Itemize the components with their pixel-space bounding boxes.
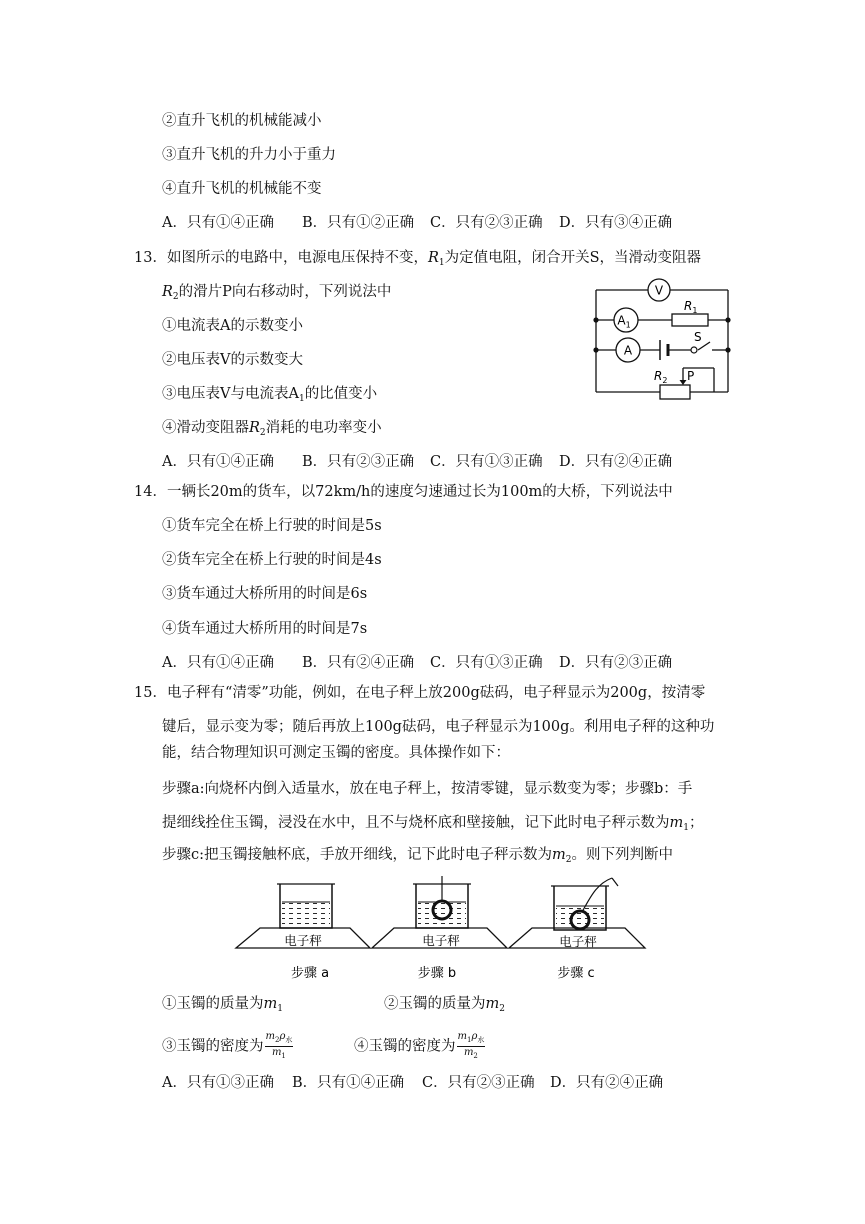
r1-resistor <box>672 314 708 326</box>
q15-statement-4: ④玉镯的密度为 $\frac{m_1\rho_水}{m_2}$ <box>354 1031 485 1060</box>
q14-statement-2: ②货车完全在桥上行驶的时间是4s <box>162 552 382 568</box>
step-a-label: 步骤 a <box>290 966 330 981</box>
q12-option-c: C．只有②③正确 <box>430 215 543 231</box>
q14-options <box>162 653 672 673</box>
density-fraction-3: $\frac{m_2\rho_水}{m_1}$ <box>265 1031 293 1060</box>
q15-scale-diagram <box>232 876 652 988</box>
r2-label: $R_2$ <box>654 369 668 385</box>
q14-option-a: A．只有①④正确 <box>162 655 274 671</box>
q12-options <box>162 213 672 233</box>
q14-stem: 14．一辆长20m的货车，以72km/h的速度匀速通过长为100m的大桥，下列说法中 <box>134 484 673 500</box>
q15-stem-line-3: 能，结合物理知识可测定玉镯的密度。具体操作如下： <box>162 745 510 761</box>
density-fraction-4: $\frac{m_1\rho_水}{m_2}$ <box>457 1031 485 1060</box>
q15-number: 15． <box>134 685 167 701</box>
q14-statement-3: ③货车通过大桥所用的时间是6s <box>162 586 368 602</box>
q15-option-a: A．只有①③正确 <box>162 1075 274 1091</box>
q15-stem-line-4: 步骤a:向烧杯内倒入适量水，放在电子秤上，按清零键，显示数变为零；步骤b：手 <box>162 781 693 797</box>
slider-p-label: P <box>687 369 695 383</box>
q13-option-b: B．只有②③正确 <box>302 454 415 470</box>
q14-option-d: D．只有②③正确 <box>559 655 673 671</box>
q13-option-d: D．只有②④正确 <box>559 454 673 470</box>
q13-stem-line-2: $R_2$的滑片P向右移动时，下列说法中 <box>162 284 392 302</box>
q14-number: 14． <box>134 484 167 500</box>
q13-number: 13． <box>134 250 167 266</box>
q15-option-c: C．只有②③正确 <box>422 1075 535 1091</box>
step-c-label: 步骤 c <box>557 966 595 981</box>
q14-statement-4: ④货车通过大桥所用的时间是7s <box>162 621 368 637</box>
q13-statement-1: ①电流表A的示数变小 <box>162 318 303 334</box>
ammeter-a-label: A <box>623 343 633 358</box>
q15-stem-line-1: 15．电子秤有“清零”功能，例如，在电子秤上放200g砝码，电子秤显示为200g，按清零 <box>134 685 706 701</box>
step-b-label: 步骤 b <box>417 966 457 981</box>
q15-options <box>162 1073 663 1093</box>
q12-statement-3: ③直升飞机的升力小于重力 <box>162 147 336 163</box>
q12-option-d: D．只有③④正确 <box>559 215 673 231</box>
q13-statement-2: ②电压表V的示数变大 <box>162 352 303 368</box>
q15-statement-3: ③玉镯的密度为 $\frac{m_2\rho_水}{m_1}$ <box>162 1031 293 1060</box>
q14-option-c: C．只有①③正确 <box>430 655 543 671</box>
voltmeter-label: V <box>654 283 664 298</box>
q14-statement-1: ①货车完全在桥上行驶的时间是5s <box>162 518 382 534</box>
q15-statement-1: ①玉镯的质量为$m_1$ <box>162 996 283 1014</box>
scale-label-a: 电子秤 <box>284 933 322 948</box>
scale-label-b: 电子秤 <box>422 933 460 948</box>
q15-stem-line-5: 提细线拴住玉镯，浸没在水中，且不与烧杯底和壁接触，记下此时电子秤示数为$m_1$； <box>162 815 704 833</box>
q12-option-b: B．只有①②正确 <box>302 215 415 231</box>
q15-stem-line-6: 步骤c:把玉镯接触杯底，手放开细线，记下此时电子秤示数为$m_2$。则下列判断中 <box>162 847 673 865</box>
q13-stem-line-1: 13．如图所示的电路中，电源电压保持不变，$R_1$为定值电阻，闭合开关S，当滑动变阻器 <box>134 250 702 268</box>
q15-option-b: B．只有①④正确 <box>292 1075 405 1091</box>
q14-option-b: B．只有②④正确 <box>302 655 415 671</box>
q13-options <box>162 452 672 472</box>
q13-option-a: A．只有①④正确 <box>162 454 274 470</box>
q12-statement-4: ④直升飞机的机械能不变 <box>162 181 322 197</box>
q12-statement-2: ②直升飞机的机械能减小 <box>162 113 322 129</box>
q15-stem-line-2: 键后，显示变为零；随后再放上100g砝码，电子秤显示为100g。利用电子秤的这种功 <box>162 719 715 735</box>
q13-circuit-diagram <box>588 278 738 400</box>
r1-label: $R_1$ <box>684 299 698 315</box>
q12-option-a: A．只有①④正确 <box>162 215 274 231</box>
q15-option-d: D．只有②④正确 <box>550 1075 664 1091</box>
switch-label: S <box>694 330 702 344</box>
scale-label-c: 电子秤 <box>559 934 597 949</box>
ammeter-a1-label: $A_1$ <box>617 313 631 330</box>
q13-statement-3: ③电压表V与电流表$A_1$的比值变小 <box>162 386 378 404</box>
r2-rheostat <box>660 385 690 399</box>
q13-statement-4: ④滑动变阻器$R_2$消耗的电功率变小 <box>162 420 382 438</box>
q13-option-c: C．只有①③正确 <box>430 454 543 470</box>
q15-statement-2: ②玉镯的质量为$m_2$ <box>384 996 505 1014</box>
